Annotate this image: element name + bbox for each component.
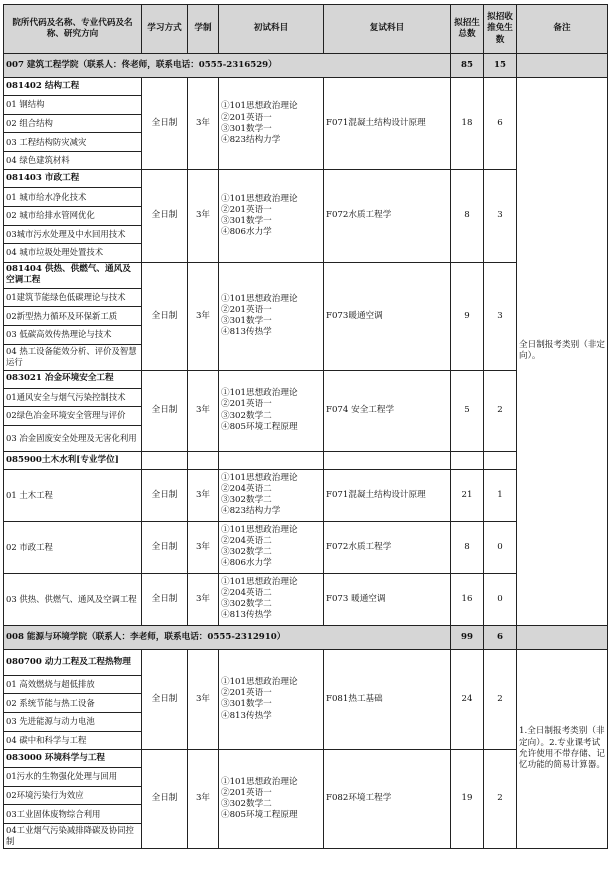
tuimian-number: 0	[484, 573, 517, 625]
direction: 03 工程结构防灾减灾	[4, 133, 142, 152]
retest-subject: F072水质工程学	[324, 521, 451, 573]
study-years: 3年	[188, 370, 219, 451]
exam-subjects	[219, 370, 324, 451]
major-title-row	[4, 78, 608, 96]
retest-subject: F071混凝土结构设计原理	[324, 469, 451, 521]
study-years: 3年	[188, 262, 219, 370]
direction: 01通风安全与烟气污染控制技术	[4, 388, 142, 407]
direction: 03 先进能源与动力电池	[4, 712, 142, 731]
exam-subject: ②204英语二	[221, 536, 272, 547]
remark: 1.全日制报考类别（非定向）。2.专业课考试允许使用不带存储、记忆功能的简易计算器。	[517, 649, 608, 848]
tuimian-number: 3	[484, 170, 517, 262]
tuimian-number: 2	[484, 750, 517, 849]
exam-subject: ④823结构力学	[221, 134, 281, 145]
enroll-number: 21	[451, 469, 484, 521]
enroll-number: 8	[451, 521, 484, 573]
blank-cell	[142, 451, 188, 469]
exam-subject: ③302数学二	[221, 495, 272, 506]
study-years: 3年	[188, 573, 219, 625]
college-tuimian: 15	[484, 54, 517, 78]
college-remark-blank	[517, 625, 608, 649]
exam-subject: ③301数学一	[221, 216, 272, 227]
exam-subject: ④806水力学	[221, 558, 272, 569]
direction: 02环境污染行为效应	[4, 786, 142, 805]
exam-subject: ④806水力学	[221, 227, 272, 238]
blank-cell	[188, 451, 219, 469]
tuimian-number: 3	[484, 262, 517, 370]
direction: 01 城市给水净化技术	[4, 188, 142, 207]
exam-subject: ④805环境工程原理	[221, 810, 298, 821]
exam-subject: ③302数学二	[221, 547, 272, 558]
major-title: 081403 市政工程	[4, 170, 142, 188]
major-title: 081402 结构工程	[4, 78, 142, 96]
header-row	[4, 5, 608, 54]
exam-subject: ④813传热学	[221, 610, 272, 621]
retest-subject: F072水质工程学	[324, 170, 451, 262]
exam-subject: ②204英语二	[221, 588, 272, 599]
direction: 02绿色冶金环境安全管理与评价	[4, 407, 142, 426]
exam-subject: ①101思想政治理论	[221, 776, 298, 787]
exam-subject: ①101思想政治理论	[221, 677, 298, 688]
retest-subject: F082环境工程学	[324, 750, 451, 849]
college-title: 007 建筑工程学院（联系人：佟老师，联系电话：0555-2316529）	[4, 54, 451, 78]
blank-cell	[219, 451, 324, 469]
tuimian-number: 0	[484, 521, 517, 573]
direction: 02 系统节能与热工设备	[4, 694, 142, 713]
header-col4: 初试科目	[219, 5, 324, 54]
direction: 04 城市垃圾处理处置技术	[4, 244, 142, 263]
study-mode: 全日制	[142, 750, 188, 849]
exam-subjects	[219, 573, 324, 625]
major-title: 081404 供热、供燃气、通风及空调工程	[4, 262, 142, 288]
exam-subject: ②204英语二	[221, 484, 272, 495]
study-mode: 全日制	[142, 573, 188, 625]
header-col8: 备注	[517, 5, 608, 54]
major-title: 080700 动力工程及工程热物理	[4, 649, 142, 675]
study-years: 3年	[188, 750, 219, 849]
tuimian-number: 6	[484, 78, 517, 170]
study-mode: 全日制	[142, 262, 188, 370]
study-mode: 全日制	[142, 370, 188, 451]
exam-subject: ①101思想政治理论	[221, 388, 298, 399]
header-col1: 院所代码及名称、专业代码及名称、研究方向	[4, 5, 142, 54]
study-years: 3年	[188, 521, 219, 573]
exam-subject: ②201英语一	[221, 787, 272, 798]
major-title: 083000 环境科学与工程	[4, 750, 142, 768]
exam-subject: ④813传热学	[221, 710, 272, 721]
study-years: 3年	[188, 469, 219, 521]
exam-subjects	[219, 78, 324, 170]
header-col6: 拟招生总数	[451, 5, 484, 54]
tuimian-number: 2	[484, 370, 517, 451]
enroll-number: 5	[451, 370, 484, 451]
exam-subject: ①101思想政治理论	[221, 101, 298, 112]
blank-cell	[324, 451, 451, 469]
exam-subject: ③301数学一	[221, 699, 272, 710]
blank-cell	[484, 451, 517, 469]
direction: 01 土木工程	[4, 469, 142, 521]
admissions-table	[3, 4, 608, 849]
direction: 02 组合结构	[4, 114, 142, 133]
study-mode: 全日制	[142, 170, 188, 262]
college-row	[4, 625, 608, 649]
direction: 04工业烟气污染减排降碳及协同控制	[4, 823, 142, 848]
enroll-number: 9	[451, 262, 484, 370]
exam-subjects	[219, 750, 324, 849]
college-title: 008 能源与环境学院（联系人：李老师，联系电话：0555-2312910）	[4, 625, 451, 649]
direction: 04 绿色建筑材料	[4, 151, 142, 170]
exam-subject: ③302数学二	[221, 599, 272, 610]
exam-subject: ①101思想政治理论	[221, 524, 298, 535]
direction: 03 冶金固废安全处理及无害化利用	[4, 425, 142, 451]
enroll-number: 24	[451, 649, 484, 749]
exam-subject: ④823结构力学	[221, 506, 281, 517]
direction: 02 市政工程	[4, 521, 142, 573]
exam-subject: ③302数学二	[221, 410, 272, 421]
exam-subject: ①101思想政治理论	[221, 576, 298, 587]
header-col2: 学习方式	[142, 5, 188, 54]
header-col5: 复试科目	[324, 5, 451, 54]
enroll-number: 16	[451, 573, 484, 625]
enroll-number: 19	[451, 750, 484, 849]
exam-subjects	[219, 170, 324, 262]
exam-subjects	[219, 262, 324, 370]
exam-subject: ②201英语一	[221, 688, 272, 699]
retest-subject: F073暖通空调	[324, 262, 451, 370]
exam-subjects	[219, 469, 324, 521]
major-title-row	[4, 649, 608, 675]
direction: 03城市污水处理及中水回用技术	[4, 225, 142, 244]
college-tuimian: 6	[484, 625, 517, 649]
study-years: 3年	[188, 78, 219, 170]
direction: 03工业固体废物综合利用	[4, 805, 142, 824]
study-mode: 全日制	[142, 649, 188, 749]
direction: 01 钢结构	[4, 96, 142, 115]
direction: 01建筑节能绿色低碳理论与技术	[4, 288, 142, 307]
prof-major-title: 085900土木水利[专业学位]	[4, 451, 142, 469]
study-mode: 全日制	[142, 521, 188, 573]
blank-cell	[451, 451, 484, 469]
retest-subject: F071混凝土结构设计原理	[324, 78, 451, 170]
exam-subject: ④813传热学	[221, 327, 272, 338]
header-col3: 学制	[188, 5, 219, 54]
major-title: 083021 冶金环境安全工程	[4, 370, 142, 388]
exam-subject: ①101思想政治理论	[221, 472, 298, 483]
study-mode: 全日制	[142, 469, 188, 521]
direction: 02新型热力循环及环保新工质	[4, 307, 142, 326]
exam-subject: ③301数学一	[221, 123, 272, 134]
enroll-number: 8	[451, 170, 484, 262]
direction: 04 热工设备能效分析、评价及智慧运行	[4, 344, 142, 370]
retest-subject: F081热工基础	[324, 649, 451, 749]
study-years: 3年	[188, 170, 219, 262]
remark: 全日制报考类别（非定向）。	[517, 78, 608, 626]
study-mode: 全日制	[142, 78, 188, 170]
enroll-number: 18	[451, 78, 484, 170]
exam-subject: ③302数学二	[221, 798, 272, 809]
retest-subject: F074 安全工程学	[324, 370, 451, 451]
college-remark-blank	[517, 54, 608, 78]
exam-subject: ②201英语一	[221, 304, 272, 315]
exam-subjects	[219, 649, 324, 749]
exam-subject: ③301数学一	[221, 316, 272, 327]
exam-subject: ②201英语一	[221, 204, 272, 215]
college-row	[4, 54, 608, 78]
exam-subject: ①101思想政治理论	[221, 293, 298, 304]
college-total: 85	[451, 54, 484, 78]
direction: 04 碳中和科学与工程	[4, 731, 142, 750]
exam-subjects	[219, 521, 324, 573]
direction: 03 供热、供燃气、通风及空调工程	[4, 573, 142, 625]
exam-subject: ①101思想政治理论	[221, 193, 298, 204]
retest-subject: F073 暖通空调	[324, 573, 451, 625]
direction: 01污水的生物强化处理与回用	[4, 768, 142, 787]
tuimian-number: 2	[484, 649, 517, 749]
direction: 02 城市给排水管网优化	[4, 206, 142, 225]
study-years: 3年	[188, 649, 219, 749]
header-col7: 拟招收推免生数	[484, 5, 517, 54]
exam-subject: ④805环境工程原理	[221, 421, 298, 432]
direction: 01 高效燃烧与超低排放	[4, 675, 142, 694]
exam-subject: ②201英语一	[221, 112, 272, 123]
exam-subject: ②201英语一	[221, 399, 272, 410]
direction: 03 低碳高效传热理论与技术	[4, 325, 142, 344]
college-total: 99	[451, 625, 484, 649]
tuimian-number: 1	[484, 469, 517, 521]
